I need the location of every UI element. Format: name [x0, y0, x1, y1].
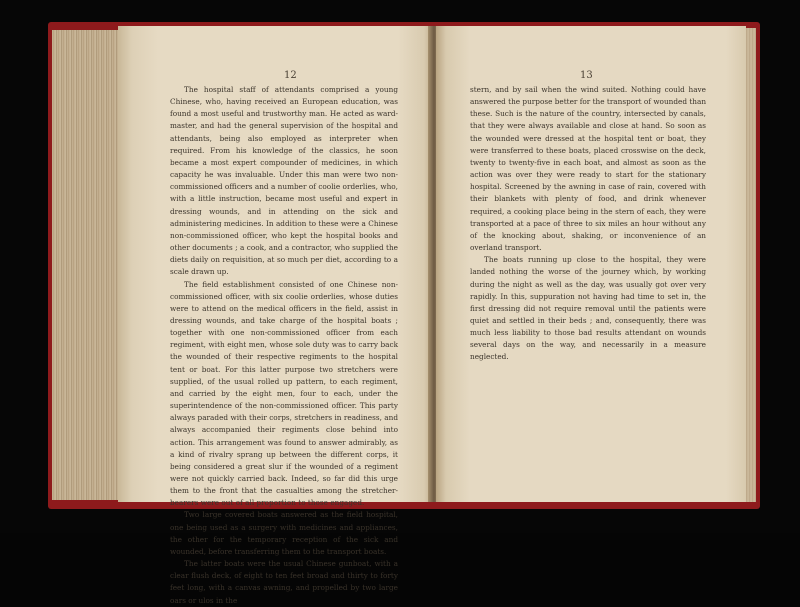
page-text: [170, 84, 398, 607]
paragraph: The field establishment consisted of one Chinese non-commissioned officer, with six coolie orderlies, whose duties were to attend on the medical officers in the field, assist in dressing wounds, and take charge of the hospital boats ; together with one non-commissioned officer from each regiment, with eight men, whose sole duty was to carry back the wounded of their respective regiments to the hospital tent or boat. For this latter purpose two stretchers were supplied, of the usual rolled up pattern, to each regiment, and carried by the eight men, four to each, under the superintendence of the non-commissioned officer. This party always paraded with their corps, stretchers in readiness, and always accompanied their regiments close behind into action. This arrangement was found to answer admirably, as a kind of rivalry sprang up between the different corps, it being considered a great slur if the wounded of a regiment were not quickly carried back. Indeed, so far did this urge them to the front that the casualties among the stretcher-bearers were out of all proportion to those engaged.: [170, 279, 398, 508]
paragraph: stern, and by sail when the wind suited. Nothing could have answered the purpose better for the transport of wounded than these. Such is the nature of the country, intersected by canals, that they were always available and close at hand. So soon as the wounded were dressed at the hospital tent or boat, they were transferred to these boats, placed crosswise on the deck, twenty to twenty-five in each boat, and almost as soon as the action was over they were ready to start for the stationary hospital. Screened by the awning in case of rain, covered with their blankets with plenty of food, and drink whenever required, a cooking place being in the stern of each, they were transported at a pace of three to six miles an hour without any of the knocking about, shaking, or inconvenience of an overland transport.: [470, 85, 707, 253]
left-page: [118, 26, 434, 605]
page-text: [470, 84, 706, 364]
page-number: 13: [580, 70, 593, 81]
right-page: [436, 26, 746, 502]
page-edges-left: [52, 30, 124, 500]
paragraph: The boats running up close to the hospital, they were landed nothing the worse of the journey which, by working during the night as well as the day, was usually got over very rapidly. In this, suppuration not having had time to set in, the first dressing did not require removal until the patients were quiet and settled in their beds ; and, consequently, there was much less liability to those bad results attendant on wounds several days on the way, and necessarily in a measure neglected.: [470, 255, 706, 362]
paragraph: The hospital staff of attendants comprised a young Chinese, who, having received an European education, was found a most useful and trustworthy man. He acted as ward-master, and had the general supervision of the hospital and attendants, being also employed as interpreter when required. From his knowledge of the classics, he soon became a most expert compounder of medicines, in which capacity he was invaluable. Under this man were two non-commissioned officers and a number of coolie orderlies, who, with a little instruction, became most useful and expert in dressing wounds, and in attending on the sick and administering medicines. In addition to these were a Chinese non-commissioned officer, who kept the hospital books and other documents ; a cook, and a contractor, who supplied the diets daily on requisition, at so much per diet, according to a scale drawn up.: [170, 85, 398, 277]
paragraph: Two large covered boats answered as the field hospital, one being used as a surgery with medicines and appliances, the other for the temporary reception of the sick and wounded, before transferring them to the transport boats.: [170, 510, 398, 556]
page-number: 12: [284, 70, 297, 81]
paragraph: The latter boats were the usual Chinese gunboat, with a clear flush deck, of eight to ten feet broad and thirty to forty feet long, with a canvas awning, and propelled by two large oars or ulos in the: [170, 559, 398, 605]
